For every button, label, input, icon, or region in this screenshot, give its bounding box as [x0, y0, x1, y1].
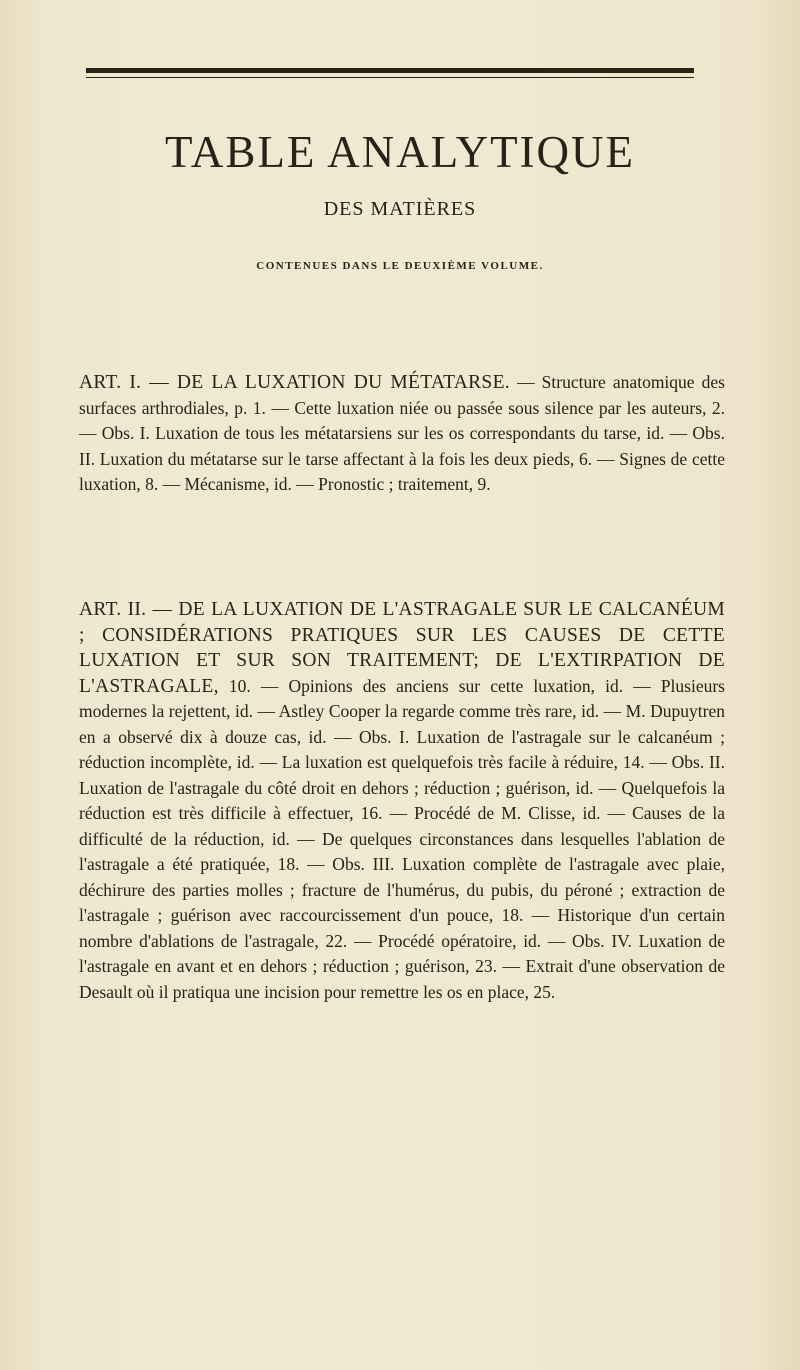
- volume-note: CONTENUES DANS LE DEUXIÈME VOLUME.: [256, 260, 544, 272]
- article-text-1: — Structure anatomique des surfaces arthrodiales, p. 1. — Cette luxation niée ou passée sous silence par les auteurs, 2. — Obs. I. Luxation de tous les métatarsiens sur les os correspondants du tarse, id. — Obs. II. Luxation du métatarse sur le tarse affectant à la fois les deux pieds, 6. — Signes de cette luxation, 8. — Mécanisme, id. — Pronostic ; traitement, 9.: [79, 372, 725, 494]
- article-heading-2: ART. II. — DE LA LUXATION DE L'ASTRAGALE SUR LE CALCANÉUM ; CONSIDÉRATIONS PRATIQUES SUR LES CAUSES DE CETTE LUXATION ET SUR SON TRAITEMENT; DE L'EXTIRPATION DE L'ASTRAGALE,: [79, 599, 725, 697]
- article-text-2: 10. — Opinions des anciens sur cette luxation, id. — Plusieurs modernes la rejettent, id. — Astley Cooper la regarde comme très rare, id. — M. Dupuytren en a observé dix à douze cas, id. — Obs. I. Luxation de l'astragale sur le calcanéum ; réduction incomplète, id. — La luxation est quelquefois très facile à réduire, 14. — Obs. II. Luxation de l'astragale du côté droit en dehors ; réduction ; guérison, id. — Quelquefois la réduction est très difficile à effectuer, 16. — Procédé de M. Clisse, id. — Causes de la difficulté de la réduction, id. — De quelques circonstances dans lesquelles l'ablation de l'astragale a été pratiquée, 18. — Obs. III. Luxation complète de l'astragale avec plaie, déchirure des parties molles ; fracture de l'humérus, du pubis, du péroné ; extraction de l'astragale ; guérison avec raccourcissement d'un pouce, 18. — Historique d'un certain nombre d'ablations de l'astragale, 22. — Procédé opératoire, id. — Obs. IV. Luxation de l'astragale en avant et en dehors ; réduction ; guérison, 23. — Extrait d'une observation de Desault où il pratiqua une incision pour remettre les os en place, 25.: [79, 675, 725, 1002]
- article-entry-1: [79, 370, 725, 498]
- top-rule-thick: [86, 68, 694, 73]
- article-entry-2: [79, 597, 725, 1005]
- page-title: TABLE ANALYTIQUE: [164, 127, 636, 177]
- article-heading-1: ART. I. — DE LA LUXATION DU MÉTATARSE.: [79, 372, 510, 393]
- page-subtitle: DES MATIÈRES: [323, 198, 477, 220]
- top-rule-thin: [86, 77, 694, 78]
